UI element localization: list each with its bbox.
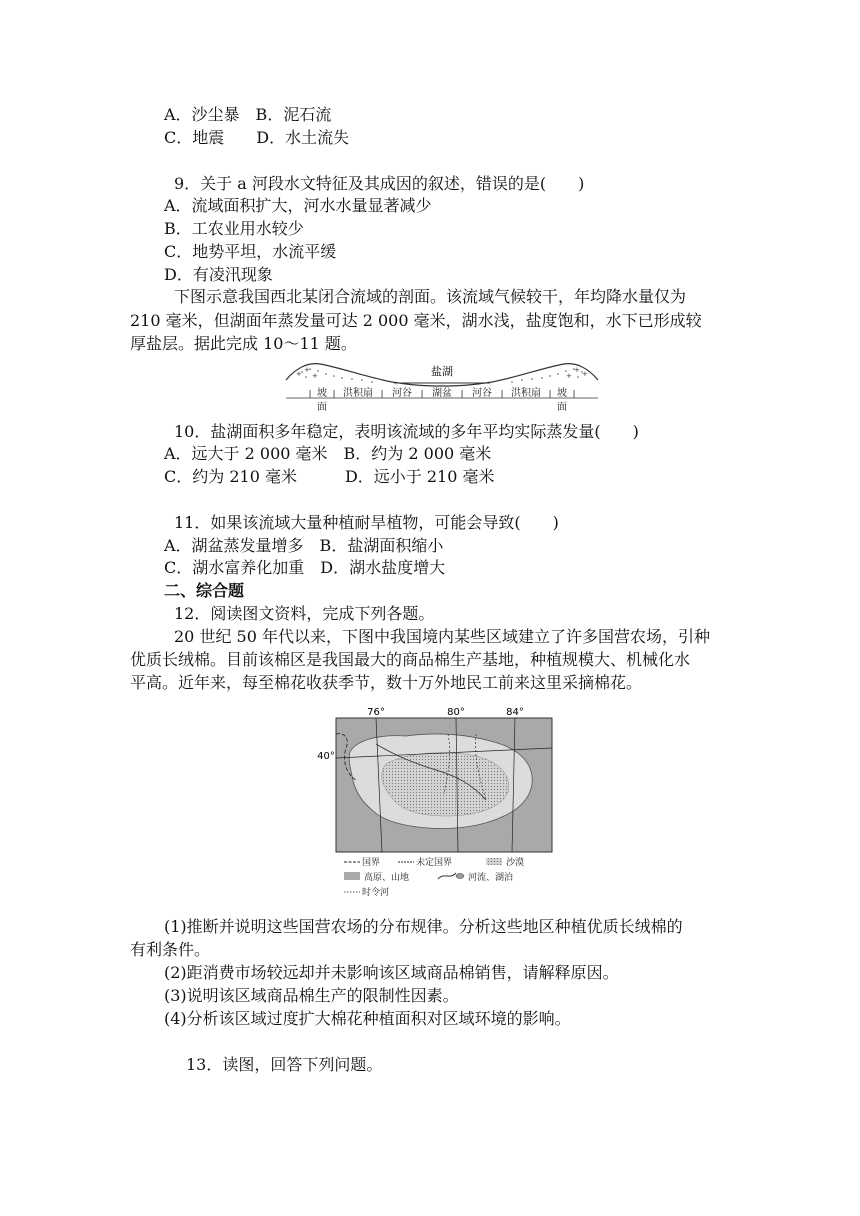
profile-segment: 湖盆 xyxy=(432,388,452,399)
q9-option-d: D．有凌汛现象 xyxy=(164,265,273,284)
q12-para-line-3: 平高。近年来，每至棉花收获季节，数十万外地民工前来这里采摘棉花。 xyxy=(130,673,643,692)
svg-text:+: + xyxy=(304,366,310,374)
legend-seasonal-river: 时令河 xyxy=(362,888,390,898)
legend-desert: 沙漠 xyxy=(506,858,525,868)
profile-segment: 洪积扇 xyxy=(343,388,373,399)
legend-undefined-border: 未定国界 xyxy=(416,858,453,868)
legend-plateau-mountain: 高原、山地 xyxy=(364,873,410,883)
q12-sub-4: (4)分析该区域过度扩大棉花种植面积对区域环境的影响。 xyxy=(164,1009,571,1028)
q9-option-c: C．地势平坦，水流平缓 xyxy=(164,242,337,261)
q12-sub-2: (2)距消费市场较远却并未影响该区域商品棉销售，请解释原因。 xyxy=(164,963,619,982)
q9-option-b: B．工农业用水较少 xyxy=(164,219,304,238)
basin-profile-figure xyxy=(282,358,602,414)
svg-text:+: + xyxy=(566,372,572,380)
q9-stem: 9．关于 a 河段水文特征及其成因的叙述，错误的是( ) xyxy=(174,174,585,193)
svg-text:+: + xyxy=(582,370,588,378)
section-heading: 二、综合题 xyxy=(164,581,245,600)
profile-segment: 洪积扇 xyxy=(511,388,541,399)
profile-below-label: 面 xyxy=(317,402,327,413)
profile-segment: 河谷 xyxy=(392,388,412,399)
q13-stem: 13．读图，回答下列问题。 xyxy=(186,1055,383,1074)
profile-segment: 坡 xyxy=(557,388,567,399)
q12-sub-1b: 有利条件。 xyxy=(130,940,211,959)
q12-para-line-1: 20 世纪 50 年代以来，下图中我国境内某些区域建立了许多国营农场，引种 xyxy=(174,627,710,646)
q12-sub-1a: (1)推断并说明这些国营农场的分布规律。分析这些地区种植优质长绒棉的 xyxy=(164,917,683,936)
q12-stem: 12．阅读图文资料，完成下列各题。 xyxy=(174,604,435,623)
q12-sub-3: (3)说明该区域商品棉生产的限制性因素。 xyxy=(164,986,459,1005)
lon-label: 76° xyxy=(367,707,385,718)
q11-option-line-2: C．湖水富养化加重 D．湖水盐度增大 xyxy=(164,558,446,577)
cotton-region-map xyxy=(316,704,562,904)
lat-label: 40° xyxy=(317,751,335,762)
legend-river-lake: 河流、湖泊 xyxy=(468,873,514,883)
q12-para-line-2: 优质长绒棉。目前该棉区是我国最大的商品棉生产基地，种植规模大、机械化水 xyxy=(130,650,691,669)
q10-stem: 10．盐湖面积多年稳定，表明该流域的多年平均实际蒸发量( ) xyxy=(174,422,639,441)
profile-segment: 坡 xyxy=(317,388,327,399)
profile-title: 盐湖 xyxy=(431,365,453,378)
lon-label: 80° xyxy=(447,707,465,718)
profile-segment: 河谷 xyxy=(472,388,492,399)
svg-text:+: + xyxy=(574,366,580,374)
q8-option-line-1: A．沙尘暴 B．泥石流 xyxy=(164,105,332,124)
q10-option-line-2: C．约为 210 毫米 D．远小于 210 毫米 xyxy=(164,467,495,486)
q11-stem: 11．如果该流域大量种植耐旱植物，可能会导致( ) xyxy=(174,513,559,532)
svg-text:+: + xyxy=(296,370,302,378)
svg-text:+: + xyxy=(312,372,318,380)
intro-line-2: 210 毫米，但湖面年蒸发量可达 2 000 毫米，湖水浅，盐度饱和，水下已形成较 xyxy=(130,311,702,330)
legend-national-border: 国界 xyxy=(362,858,381,868)
q9-option-a: A．流域面积扩大，河水水量显著减少 xyxy=(164,196,432,215)
q10-option-line-1: A．远大于 2 000 毫米 B．约为 2 000 毫米 xyxy=(164,444,492,463)
intro-line-3: 厚盐层。据此完成 10～11 题。 xyxy=(130,334,357,353)
q8-option-line-2: C．地震 D．水土流失 xyxy=(164,128,350,147)
lon-label: 84° xyxy=(506,707,524,718)
q11-option-line-1: A．湖盆蒸发量增多 B．盐湖面积缩小 xyxy=(164,536,444,555)
intro-line-1: 下图示意我国西北某闭合流域的剖面。该流域气候较干，年均降水量仅为 xyxy=(174,287,687,306)
profile-below-label: 面 xyxy=(557,402,567,413)
